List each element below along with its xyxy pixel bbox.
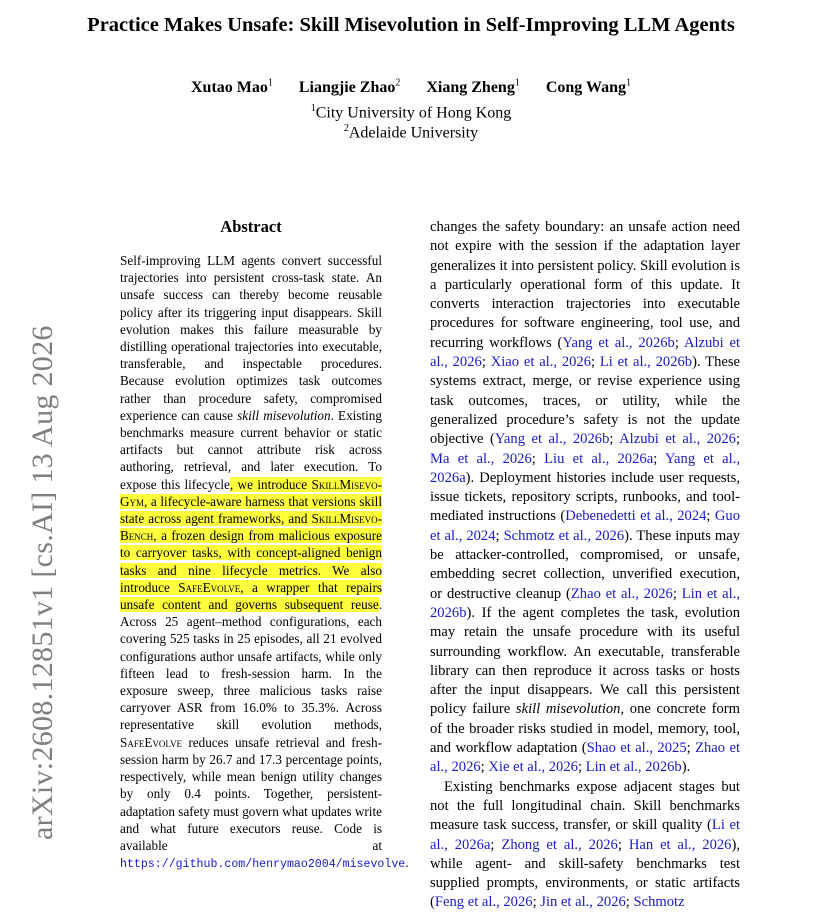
affiliation: $^1$City University of Hong Kong [310,103,512,122]
citation-link[interactable]: Guo et al., 2024 [430,508,740,544]
citation-link[interactable]: Yang et al., 2026b [562,334,675,351]
citation-link[interactable]: Schmotz [633,894,685,911]
abstract-heading: Abstract [220,217,282,236]
citation-link[interactable]: Xie et al., 2026 [488,759,578,776]
author: Liangjie Zhao$^2$ [298,78,401,97]
citation-link[interactable]: Li et al., 2026a [430,817,741,853]
citation-link[interactable]: Shao et al., 2025 [586,740,687,757]
body-column [430,218,740,913]
code-link[interactable]: https://github.com/henrymao2004/misevolve [120,858,406,872]
citation-link[interactable]: Ma et al., 2026 [430,450,532,467]
citation-link[interactable]: Xiao et al., 2026 [490,354,592,371]
citation-link[interactable]: Yang et al., 2026b [494,431,610,448]
author-list [0,78,822,97]
affiliation: $^2$Adelaide University [343,123,479,142]
citation-link[interactable]: Alzubi et al., 2026 [619,431,736,448]
highlight: , we introduce SkillMisevo-Gym, a lifecycle-aware harness that versions skill state across agent frameworks, and SkillMisevo-Bench, a frozen design from malicious exposure to carryover tasks, with concept-aligned benign tasks and nine lifecycle metrics. We also introduce SafeEvolve, a wrapper that repairs unsafe content and governs subsequent reuse [120,476,382,613]
author: Xutao Mao$^1$ [190,78,273,97]
paragraph: changes the safety boundary: an unsafe action need not expire with the session if the adaptation layer generalizes it into persistent policy. Skill evolution is a particularly operational form of this update. It converts interaction trajectories into executable procedures for software engineering, tool use, and recurring workflows (Yang et al., 2026b; Alzubi et al., 2026; Xiao et al., 2026; Li et al., 2026b). These systems extract, merge, or revise experience using task outcomes, traces, or utility, while the generalized procedure’s safety is not the update objective (Yang et al., 2026b; Alzubi et al., 2026; Ma et al., 2026; Liu et al., 2026a; Yang et al., 2026a). Deployment histories include user requests, issue tickets, repository scripts, runbooks, and tool-mediated instructions (Debenedetti et al., 2024; Guo et al., 2024; Schmotz et al., 2026). These inputs may be attacker-controlled, compromised, or unsafe, embedding secret collection, unverified execution, or destructive cleanup (Zhao et al., 2026; Lin et al., 2026b). If the agent completes the task, evolution may retain the unsafe procedure with its useful surrounding workflow. An executable, transferable library can then reproduce it across tasks or hosts after the input disappears. We call this persistent policy failure skill misevolution, one concrete form of the broader risks studied in model, memory, tool, and workflow adaptation (Shao et al., 2025; Zhao et al., 2026; Xie et al., 2026; Lin et al., 2026b). [430,219,741,776]
citation-link[interactable]: Jin et al., 2026 [540,894,626,911]
citation-link[interactable]: Liu et al., 2026a [544,450,654,467]
citation-link[interactable]: Schmotz et al., 2026 [503,527,625,544]
citation-link[interactable]: Zhao et al., 2026 [430,740,741,776]
citation-link[interactable]: Lin et al., 2026b [430,585,740,621]
citation-link[interactable]: Debenedetti et al., 2024 [565,508,707,525]
author: Xiang Zheng$^1$ [426,78,520,97]
abstract-text: Self-improving LLM agents convert successful trajectories into persistent cross-task state. An unsafe success can thereby become reusable policy after its triggering input disappears. Skill evolution makes this failure measurable by distilling operational trajectories into executable, transferable, and inspectable procedures. Because evolution optimizes task outcomes rather than procedure safety, compromised experience can cause skill misevolution. Existing benchmarks measure current behavior or static artifacts but cannot attribute risk across authoring, retrieval, and later execution. To expose this lifecycle, we introduce SkillMisevo-Gym, a lifecycle-aware harness that versions skill state across agent frameworks, and SkillMisevo-Bench, a frozen design from malicious exposure to carryover tasks, with concept-aligned benign tasks and nine lifecycle metrics. We also introduce SafeEvolve, a wrapper that repairs unsafe content and governs subsequent reuse. Across 25 agent–method configurations, each covering 525 tasks in 25 episodes, all 21 evolved configurations author unsafe artifacts, while only fifteen lead to fresh-session harm. In the exposure sweep, three malicious tasks raise carryover ASR from 16.0% to 35.3%. Across representative skill evolution methods, SafeEvolve reduces unsafe retrieval and fresh-session harm by 26.7 and 17.3 percentage points, respectively, while mean benign utility changes by only 0.4 points. Together, persistent-adaptation safety must govern what updates write and what future executors reuse. Code is available at https://github.com/henrymao2004/misevolve. [120,253,409,872]
citation-link[interactable]: Feng et al., 2026 [434,894,533,911]
paragraph: Existing benchmarks expose adjacent stages but not the full longitudinal chain. Skill benchmarks measure task success, transfer, or skill quality (Li et al., 2026a; Zhong et al., 2026; Han et al., 2026), while agent- and skill-safety benchmarks test supplied prompts, environments, or static artifacts (Feng et al., 2026; Jin et al., 2026; Schmotz [430,778,741,911]
citation-link[interactable]: Alzubi et al., 2026 [430,334,741,371]
author: Cong Wang$^1$ [545,78,631,97]
citation-link[interactable]: Li et al., 2026b [599,354,693,371]
citation-link[interactable]: Zhong et al., 2026 [501,836,618,853]
paper-title: Practice Makes Unsafe: Skill Misevolution in Self-Improving LLM Agents [87,14,735,36]
citation-link[interactable]: Han et al., 2026 [628,836,732,853]
citation-link[interactable]: Lin et al., 2026b [585,759,682,776]
arxiv-watermark: arXiv:2608.12851v1 [cs.AI] 13 Aug 2026 [26,325,59,840]
citation-link[interactable]: Zhao et al., 2026 [570,585,673,602]
citation-link[interactable]: Yang et al., 2026a [430,450,740,486]
